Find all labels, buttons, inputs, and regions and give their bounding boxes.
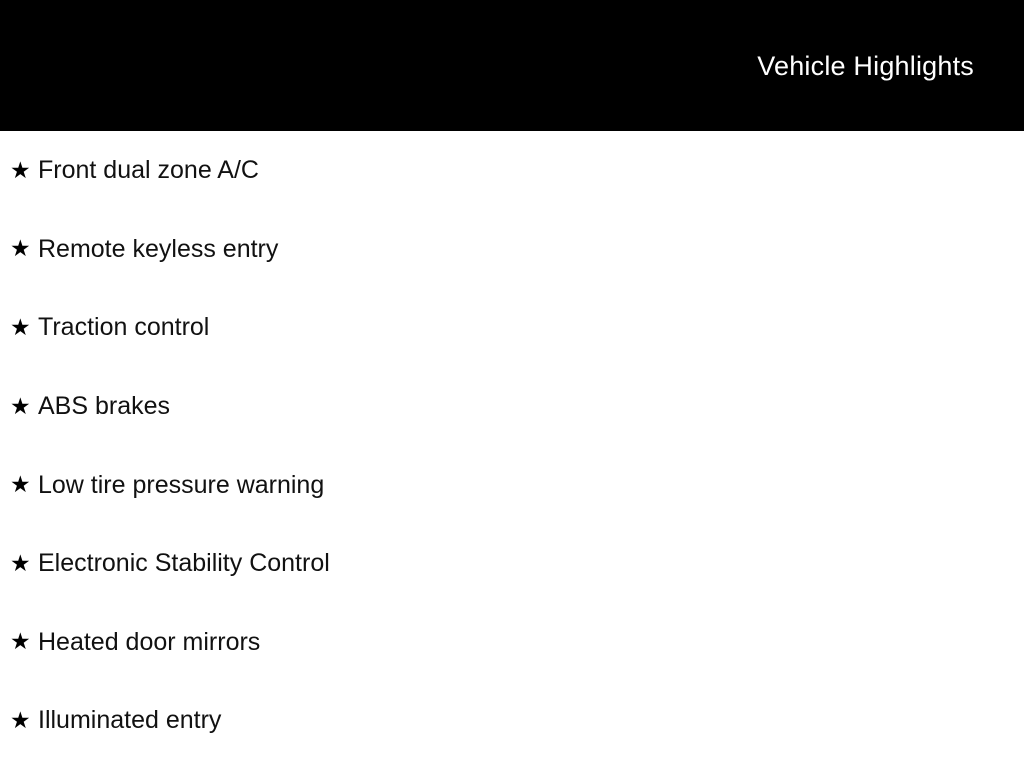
list-item-label: ABS brakes — [38, 392, 171, 421]
list-item — [0, 210, 1024, 289]
page-title: Vehicle Highlights — [757, 51, 974, 81]
star-icon: ★ — [10, 549, 31, 576]
list-item-label: Traction control — [38, 313, 210, 342]
star-icon: ★ — [10, 706, 31, 733]
list-item-label: Heated door mirrors — [38, 627, 261, 656]
list-item — [0, 131, 1024, 210]
star-icon: ★ — [10, 235, 31, 262]
star-icon: ★ — [10, 628, 31, 655]
list-item — [0, 288, 1024, 367]
header-bar — [0, 0, 1024, 131]
star-icon: ★ — [10, 392, 31, 419]
list-item — [0, 603, 1024, 682]
vehicle-highlights-list — [0, 131, 1024, 760]
list-item-label: Front dual zone A/C — [38, 156, 259, 185]
star-icon: ★ — [10, 156, 31, 183]
list-item-label: Electronic Stability Control — [38, 549, 330, 578]
list-item-label: Illuminated entry — [38, 706, 222, 735]
list-item-label: Low tire pressure warning — [38, 470, 325, 499]
star-icon: ★ — [10, 313, 31, 340]
list-item — [0, 445, 1024, 524]
list-item-label: Remote keyless entry — [38, 234, 279, 263]
list-item — [0, 524, 1024, 603]
star-icon: ★ — [10, 471, 31, 498]
list-item — [0, 681, 1024, 760]
list-item — [0, 367, 1024, 446]
